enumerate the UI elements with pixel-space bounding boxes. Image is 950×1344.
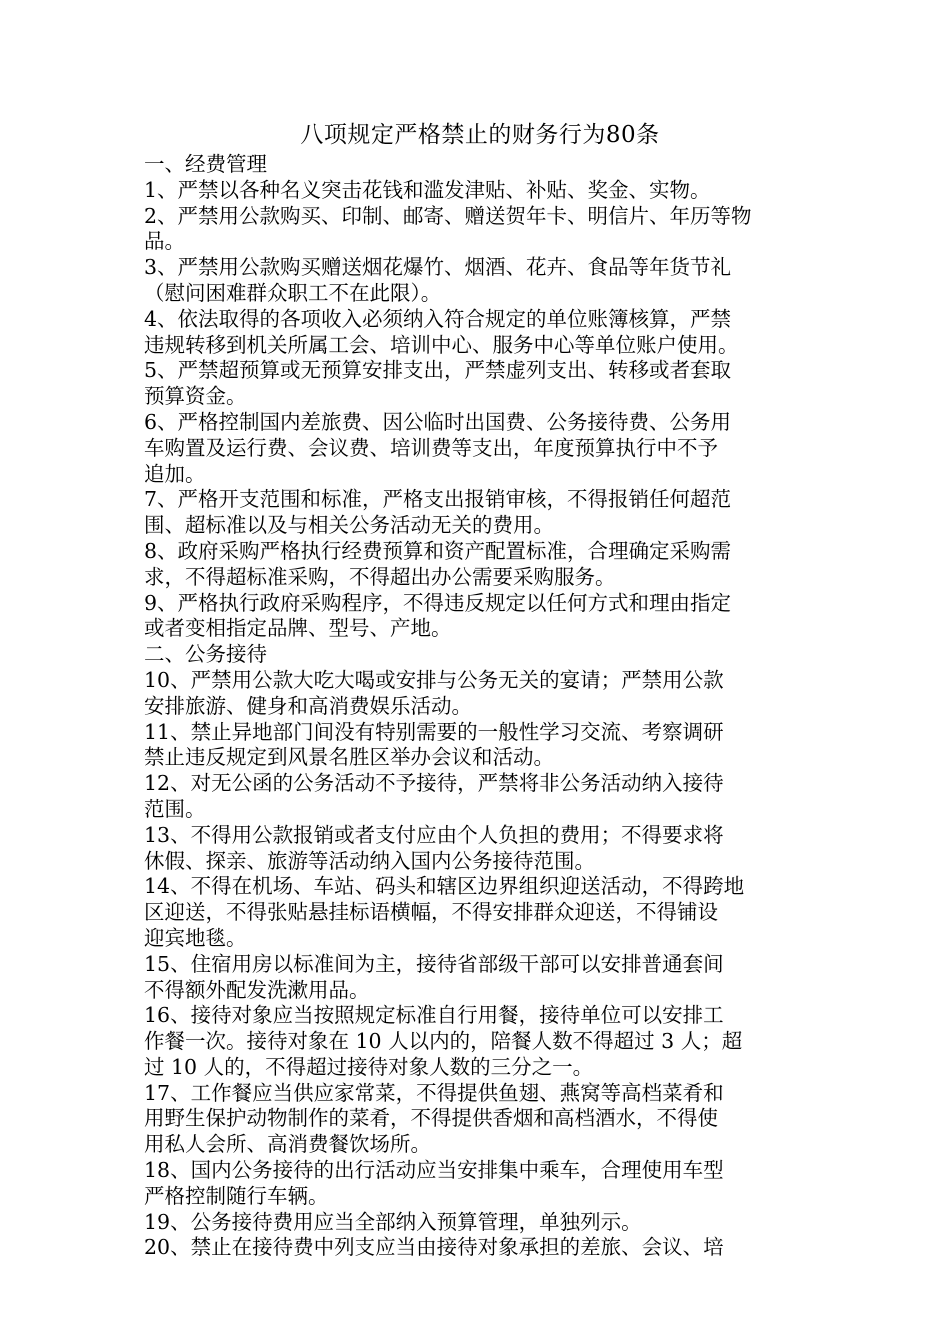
text-line: 用野生保护动物制作的菜肴，不得提供香烟和高档酒水，不得使 <box>144 1106 718 1131</box>
text-line: 16、接待对象应当按照规定标准自行用餐，接待单位可以安排工 <box>144 1003 724 1028</box>
text-line: 13、不得用公款报销或者支付应由个人负担的费用；不得要求将 <box>144 822 724 847</box>
document-body <box>144 152 816 1261</box>
text-line: 休假、探亲、旅游等活动纳入国内公务接待范围。 <box>144 848 595 873</box>
text-line: 二、公务接待 <box>144 642 267 667</box>
text-line: 区迎送，不得张贴悬挂标语横幅，不得安排群众迎送，不得铺设 <box>144 900 718 925</box>
text-line: 11、禁止异地部门间没有特别需要的一般性学习交流、考察调研 <box>144 719 724 744</box>
text-line: 6、严格控制国内差旅费、因公临时出国费、公务接待费、公务用 <box>144 409 732 434</box>
text-line: 3、严禁用公款购买赠送烟花爆竹、烟酒、花卉、食品等年货节礼 <box>144 255 732 280</box>
text-line: 作餐一次。接待对象在 10 人以内的，陪餐人数不得超过 3 人；超 <box>144 1029 743 1054</box>
text-line: 过 10 人的，不得超过接待对象人数的三分之一。 <box>144 1054 594 1079</box>
text-line: 求，不得超标准采购，不得超出办公需要采购服务。 <box>144 564 616 589</box>
text-line: 禁止违反规定到风景名胜区举办会议和活动。 <box>144 745 554 770</box>
text-line: 围、超标准以及与相关公务活动无关的费用。 <box>144 513 554 538</box>
text-line: 用私人会所、高消费餐饮场所。 <box>144 1132 431 1157</box>
text-line: 追加。 <box>144 461 206 486</box>
text-line: 15、住宿用房以标准间为主，接待省部级干部可以安排普通套间 <box>144 951 724 976</box>
text-line: 范围。 <box>144 796 206 821</box>
text-line: 迎宾地毯。 <box>144 925 247 950</box>
document-page <box>144 118 816 1261</box>
text-line: 品。 <box>144 229 185 254</box>
text-line: 4、依法取得的各项收入必须纳入符合规定的单位账簿核算，严禁 <box>144 306 732 331</box>
text-line: 14、不得在机场、车站、码头和辖区边界组织迎送活动，不得跨地 <box>144 874 745 899</box>
text-line: 严格控制随行车辆。 <box>144 1183 329 1208</box>
text-line: 车购置及运行费、会议费、培训费等支出，年度预算执行中不予 <box>144 435 718 460</box>
text-line: 或者变相指定品牌、型号、产地。 <box>144 616 452 641</box>
text-line: 18、国内公务接待的出行活动应当安排集中乘车，合理使用车型 <box>144 1158 724 1183</box>
text-line: 10、严禁用公款大吃大喝或安排与公务无关的宴请；严禁用公款 <box>144 667 724 692</box>
text-line: 一、经费管理 <box>144 152 267 176</box>
text-line: 违规转移到机关所属工会、培训中心、服务中心等单位账户使用。 <box>144 332 739 357</box>
document-title: 八项规定严格禁止的财务行为80条 <box>300 122 660 148</box>
text-line: 7、严格开支范围和标准，严格支出报销审核，不得报销任何超范 <box>144 487 732 512</box>
text-line: 20、禁止在接待费中列支应当由接待对象承担的差旅、会议、培 <box>144 1235 724 1260</box>
text-line: 2、严禁用公款购买、印制、邮寄、赠送贺年卡、明信片、年历等物 <box>144 203 752 228</box>
text-line: 预算资金。 <box>144 384 247 409</box>
text-line: 17、工作餐应当供应家常菜，不得提供鱼翅、燕窝等高档菜肴和 <box>144 1080 724 1105</box>
text-line: 8、政府采购严格执行经费预算和资产配置标准，合理确定采购需 <box>144 538 732 563</box>
text-line: 19、公务接待费用应当全部纳入预算管理，单独列示。 <box>144 1209 642 1234</box>
text-line: 5、严禁超预算或无预算安排支出，严禁虚列支出、转移或者套取 <box>144 358 732 383</box>
text-line: 9、严格执行政府采购程序，不得违反规定以任何方式和理由指定 <box>144 590 732 615</box>
text-line: 12、对无公函的公务活动不予接待，严禁将非公务活动纳入接待 <box>144 771 724 796</box>
text-line: （慰问困难群众职工不在此限）。 <box>144 280 442 305</box>
text-line: 1、严禁以各种名义突击花钱和滥发津贴、补贴、奖金、实物。 <box>144 177 711 202</box>
text-line: 不得额外配发洗漱用品。 <box>144 977 370 1002</box>
text-line: 安排旅游、健身和高消费娱乐活动。 <box>144 693 472 718</box>
